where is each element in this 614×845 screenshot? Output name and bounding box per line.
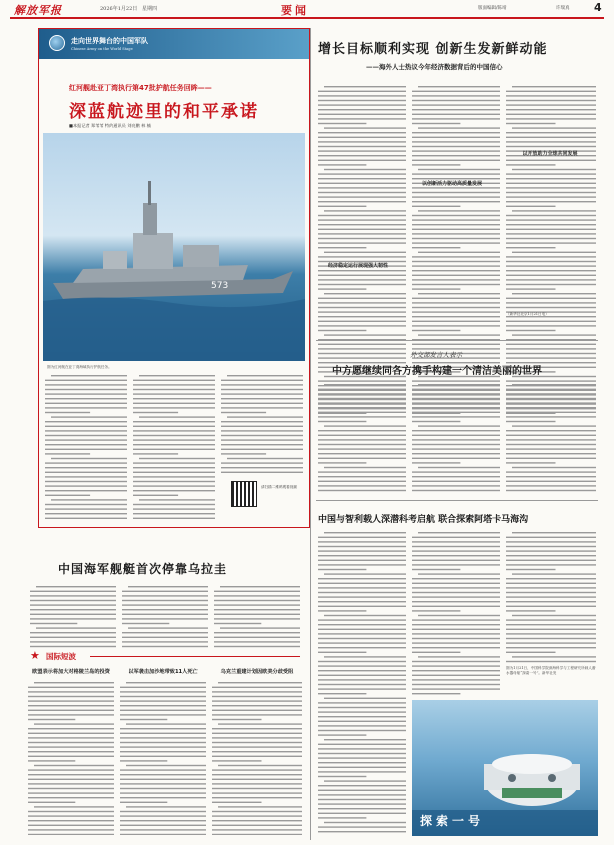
body-text-lines (28, 680, 114, 835)
economy-subhead-2: 以创新活力驱动高质量发展 (421, 181, 482, 187)
globe-icon (49, 35, 65, 51)
brief-item-1 (28, 668, 114, 838)
cooperation-col-1 (318, 530, 406, 835)
body-text-lines (120, 680, 206, 835)
feature-story-frame (38, 28, 310, 528)
newspaper-logo: 解放军报 (14, 4, 62, 17)
cooperation-headline: 中国与智利载人深潜科考启航 联合探索阿塔卡马海沟 (318, 515, 529, 525)
economy-subhead: ——海外人士热议今年经济数据背后的中国信心 (366, 63, 503, 71)
brief-item-1-headline: 欧盟表示将加大对格陵兰岛的投资 (32, 669, 110, 675)
feature-body-col-2 (133, 373, 215, 523)
section-title: 要闻 (281, 4, 309, 17)
economy-credit: （新华社北京1月21日电） (506, 312, 549, 316)
body-text-lines (506, 382, 596, 494)
foreign-kicker: 外交部发言人表示 (410, 351, 462, 359)
feature-kicker: 红河舰赴亚丁湾执行第47批护航任务回眸—— (69, 84, 212, 92)
brief-item-2-body (120, 680, 206, 835)
navy-col-3 (214, 584, 300, 648)
navy-col-1 (30, 584, 116, 648)
brief-item-3-headline: 乌克兰重建计划因欧美分歧受阻 (220, 669, 294, 675)
body-text-lines (212, 680, 302, 835)
weekday: 星期四 (142, 6, 158, 12)
foreign-col-1 (318, 382, 406, 494)
masthead-rule (10, 17, 604, 19)
body-text-lines (214, 584, 300, 648)
brief-item-3 (212, 668, 302, 838)
qr-note: 请扫描二维码观看视频 (261, 485, 297, 489)
body-text-lines (506, 530, 596, 664)
feature-body-col-3 (221, 373, 303, 473)
masthead (0, 0, 614, 18)
page-proofreader: 许瑞真 (556, 6, 570, 11)
body-text-lines (318, 530, 406, 835)
feature-body-col-1 (45, 373, 127, 523)
warship-illustration (43, 133, 305, 361)
svg-text:573: 573 (211, 281, 229, 291)
photo-caption: 图为红河舰在亚丁湾海域执行护航任务。 (47, 365, 112, 369)
brief-star-icon: ★ (30, 649, 40, 662)
economy-headline: 增长目标顺利实现 创新生发新鲜动能 (318, 42, 548, 57)
body-text-lines (122, 584, 208, 648)
body-text-lines (221, 373, 303, 473)
qr-code[interactable] (231, 481, 257, 507)
brief-rule (90, 656, 300, 657)
submersible-label: 探索一号 (420, 814, 485, 828)
page-editors: 版面编辑/陈靖 (478, 6, 507, 11)
brief-item-2 (120, 668, 206, 838)
column-divider (310, 28, 311, 840)
foreign-col-3 (506, 382, 596, 494)
foreign-headline: 中方愿继续同各方携手构建一个清洁美丽的世界 (332, 366, 542, 377)
brief-item-3-body (212, 680, 302, 835)
body-text-lines (30, 584, 116, 648)
cooperation-caption: 图为1月21日，中国科学院深海科学与工程研究所载人潜水器母船“探索一号”。新华社发 (506, 666, 596, 675)
cooperation-col-2 (412, 530, 500, 698)
brief-item-1-body (28, 680, 114, 835)
feature-byline: ■本报记者 郑苇苇 特约通讯员 刘亮鹏 林 楠 (69, 123, 151, 128)
divider-economy (316, 340, 598, 341)
feature-banner (39, 29, 309, 59)
issue-date: 2026年1月22日 (100, 6, 138, 12)
brief-item-2-headline: 以军袭击加沙地带致11人死亡 (128, 669, 198, 675)
page-number: 4 (594, 1, 602, 14)
cooperation-col-3 (506, 530, 596, 664)
foreign-col-2 (412, 382, 500, 494)
body-text-lines (45, 373, 127, 523)
economy-subhead-3: 以开放助力全球共同发展 (522, 151, 578, 157)
body-text-lines (318, 382, 406, 494)
economy-subhead-1: 经济稳定运行展现强大韧性 (327, 263, 388, 269)
feature-banner-subtitle: Chinese Army on the World Stage (71, 47, 133, 51)
warship-photo (43, 133, 305, 361)
brief-title: 国际短波 (46, 652, 76, 661)
body-text-lines (133, 373, 215, 523)
navy-col-2 (122, 584, 208, 648)
brief-title-block (30, 650, 302, 664)
body-text-lines (412, 530, 500, 698)
navy-headline: 中国海军舰艇首次停靠乌拉圭 (58, 562, 228, 576)
divider-foreign (316, 500, 598, 501)
body-text-lines (412, 382, 500, 494)
submersible-photo (412, 700, 598, 836)
feature-headline: 深蓝航迹里的和平承诺 (69, 102, 259, 122)
feature-banner-title: 走向世界舞台的中国军队 (71, 37, 148, 45)
